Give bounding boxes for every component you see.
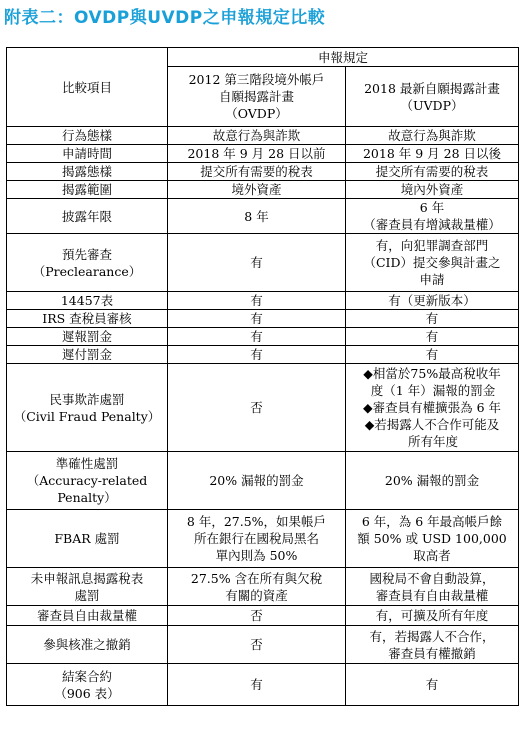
ovdp-cell [168,328,346,346]
uvdp-cell [346,452,519,510]
ovdp-cell [168,163,346,181]
cell-text-line: 有，可擴及所有年度 [375,608,489,623]
cell-text-line: 有 [250,311,263,326]
item-cell [7,127,168,145]
cell-text-line: 未申報訊息揭露稅表 [30,570,144,586]
cell-text-line: 結案合約 [61,668,112,684]
comparison-table [6,47,519,706]
ovdp-cell [168,626,346,664]
table-row [7,199,519,234]
table-row [7,292,519,310]
item-cell [7,292,168,310]
header-row-group [7,48,519,67]
header-ovdp-line: （OVDP） [225,106,288,121]
cell-text-line: 遲付罰金 [61,347,112,362]
table-row [7,310,519,328]
cell-text-line: 6 年，為 6 年最高帳戶餘 [361,514,503,529]
table-row [7,346,519,364]
table-row [7,328,519,346]
table-row [7,452,519,510]
item-cell [7,452,168,510]
cell-text-line: 準確性處罰 [55,456,119,471]
uvdp-cell [346,127,519,145]
header-ovdp-line: 自願揭露計畫 [218,89,294,104]
table-row [7,127,519,145]
header-ovdp-cell [168,67,346,127]
ovdp-cell [168,568,346,606]
cell-text-line: 有關的資產 [225,587,288,603]
uvdp-cell [346,199,519,234]
bullet-text-line: ◆若揭露人不合作可能及 [364,417,500,432]
item-cell [7,163,168,181]
table-row [7,510,519,568]
uvdp-cell [346,163,519,181]
ovdp-cell [168,145,346,163]
cell-text-line: 境外資產 [231,182,282,197]
cell-text-line: 處罰 [74,587,100,603]
cell-text-line: FBAR 處罰 [54,531,120,546]
ovdp-cell [168,664,346,706]
cell-text-line: 國稅局不會自動設算， [369,570,495,586]
cell-text-line: 有，向犯罪調查部門 [375,238,489,253]
uvdp-cell [346,626,519,664]
cell-text-line: 審查員自由裁量權 [36,608,137,623]
header-item-cell [7,48,168,127]
cell-text-line: 故意行為與詐欺 [388,128,476,143]
item-cell [7,181,168,199]
cell-text-line: 揭露態樣 [61,164,112,179]
uvdp-cell [346,510,519,568]
cell-text-line: 預先審查 [61,246,112,262]
cell-text-line: （906 表） [54,685,120,701]
bullet-text-line: 所有年度 [408,434,459,449]
ovdp-cell [168,510,346,568]
header-group-cell [168,48,519,67]
cell-text-line: 20% 漏報的罰金 [384,473,480,488]
table-row [7,145,519,163]
cell-text-line: 取高者 [413,548,451,563]
item-cell [7,568,168,606]
cell-text-line: 故意行為與詐欺 [212,128,301,143]
item-cell [7,310,168,328]
cell-text-line: 2018 年 9 月 28 日以後 [362,146,502,161]
cell-text-line: 有 [425,311,439,326]
ovdp-cell [168,452,346,510]
cell-text-line: 有 [425,677,439,692]
header-uvdp-line: 2018 最新自願揭露計畫 [364,80,500,96]
item-cell [7,510,168,568]
item-cell [7,199,168,234]
bullet-item [349,399,515,416]
uvdp-cell [346,568,519,606]
bullet-item [349,365,515,399]
ovdp-cell [168,310,346,328]
uvdp-cell [346,346,519,364]
cell-text-line: 否 [250,637,263,652]
item-cell [7,626,168,664]
cell-text-line: 審查員有自由裁量權 [375,587,489,603]
cell-text-line: 揭露範圍 [61,182,112,197]
cell-text-line: 有 [425,329,439,344]
ovdp-cell [168,346,346,364]
cell-text-line: 行為態樣 [61,128,112,143]
cell-text-line: （CID）提交參與計畫之 [363,255,501,270]
cell-text-line: 有 [250,255,263,270]
table-row [7,568,519,606]
header-ovdp-line: 2012 第三階段境外帳戶 [188,72,325,87]
cell-text-line: 申請 [419,272,445,287]
header-uvdp-cell [346,67,519,127]
item-cell [7,234,168,292]
ovdp-cell [168,127,346,145]
cell-text-line: （Preclearance） [32,263,142,279]
uvdp-cell [346,606,519,626]
uvdp-cell [346,328,519,346]
cell-text-line: 所在銀行在國稅局黑名 [193,531,319,546]
header-uvdp-line: （UVDP） [400,97,464,113]
cell-text-line: 6 年 [419,200,445,215]
cell-text-line: 審查員有權撤銷 [388,645,476,661]
item-cell [7,606,168,626]
cell-text-line: 有（更新版本） [388,293,476,308]
ovdp-cell [168,292,346,310]
cell-text-line: 單內則為 50% [215,548,298,563]
cell-text-line: 額 50% 或 USD 100,000 [357,531,507,546]
table-row [7,181,519,199]
cell-text-line: 提交所有需要的稅表 [375,164,489,179]
cell-text-line: 參與核准之撤銷 [43,637,131,652]
cell-text-line: 2018 年 9 月 28 日以前 [187,146,326,161]
cell-text-line: 20% 漏報的罰金 [209,473,304,488]
cell-text-line: 遲報罰金 [61,329,112,344]
table-row [7,664,519,706]
bullet-text-line: ◆審查員有權擴張為 6 年 [363,400,502,415]
cell-text-line: 27.5% 含在所有與欠稅 [190,570,323,586]
uvdp-cell [346,292,519,310]
ovdp-cell [168,199,346,234]
cell-text-line: Penalty） [57,490,117,505]
cell-text-line: 8 年，27.5%，如果帳戶 [186,514,327,529]
cell-text-line: IRS 查稅員審核 [42,311,132,326]
header-group-label: 申報規定 [318,49,369,65]
item-cell [7,364,168,452]
cell-text-line: 境內外資產 [400,182,464,197]
item-cell [7,664,168,706]
ovdp-cell [168,234,346,292]
bullet-text-line: 度（1 年）漏報的罰金 [370,383,496,398]
table-row [7,163,519,181]
item-cell [7,328,168,346]
cell-text-line: 有 [250,293,263,308]
ovdp-cell [168,364,346,452]
cell-text-line: 民事欺詐處罰 [49,391,125,407]
uvdp-cell [346,181,519,199]
cell-text-line: 提交所有需要的稅表 [200,164,313,179]
item-cell [7,145,168,163]
uvdp-cell [346,145,519,163]
cell-text-line: （Accuracy-related [26,473,148,488]
uvdp-cell [346,310,519,328]
cell-text-line: 披露年限 [61,208,112,224]
uvdp-cell [346,234,519,292]
cell-text-line: 有，若揭露人不合作， [369,628,495,644]
cell-text-line: 有 [425,347,439,362]
bullet-item [349,416,515,450]
cell-text-line: 否 [250,400,263,415]
ovdp-cell [168,181,346,199]
uvdp-cell [346,664,519,706]
cell-text-line: 8 年 [244,208,269,224]
table-row [7,234,519,292]
page-title: 附表二：OVDP與UVDP之申報規定比較 [4,8,326,28]
cell-text-line: （審查員有增減裁量權） [363,217,501,232]
cell-text-line: 有 [250,677,263,692]
header-item-label: 比較項目 [61,79,112,95]
table-row [7,364,519,452]
cell-text-line: （Civil Fraud Penalty） [13,408,161,424]
cell-text-line: 有 [250,329,263,344]
cell-text-line: 申請時間 [61,146,112,161]
cell-text-line: 14457表 [60,293,114,308]
bullet-text-line: ◆相當於75%最高稅收年 [363,366,501,381]
ovdp-cell [168,606,346,626]
cell-text-line: 否 [250,608,263,623]
table-row [7,626,519,664]
uvdp-cell [346,364,519,452]
table-row [7,606,519,626]
item-cell [7,346,168,364]
cell-text-line: 有 [250,347,263,362]
